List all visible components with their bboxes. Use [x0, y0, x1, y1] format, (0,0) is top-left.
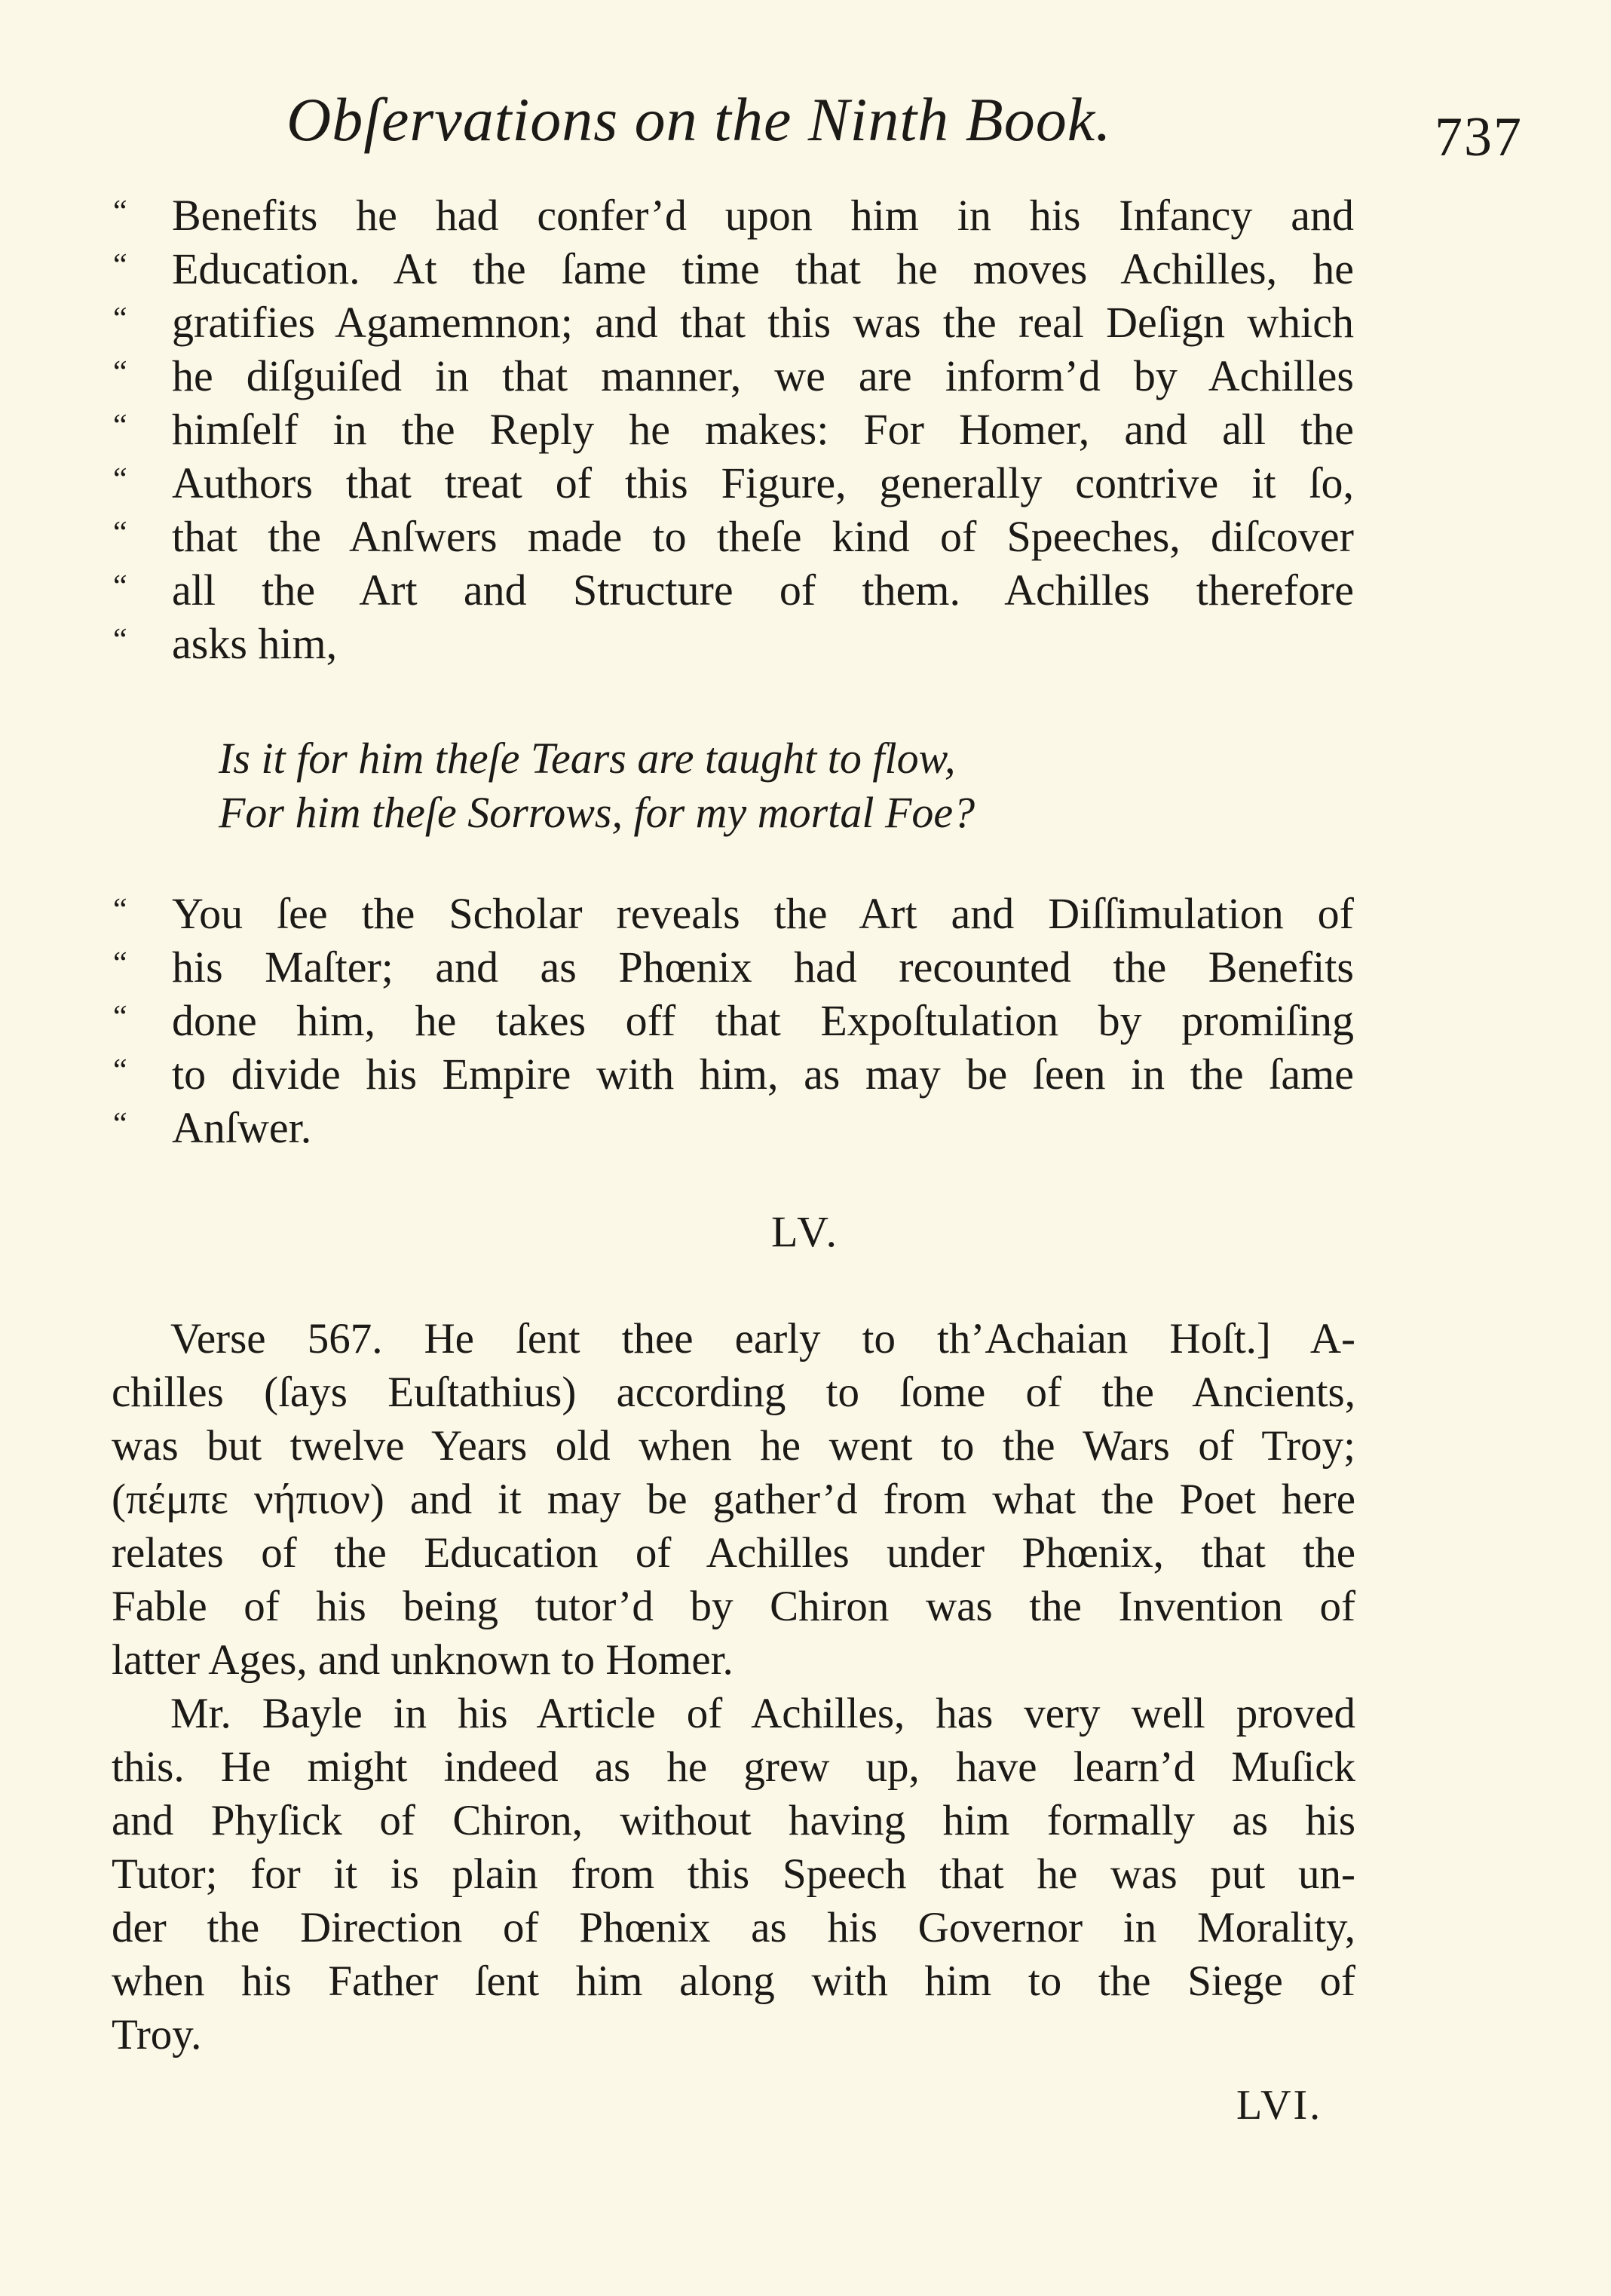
text-line: “ asks him, — [113, 617, 1357, 670]
text-line: “ all the Art and Structure of them. Achilles therefore — [113, 563, 1357, 617]
quote-mark: “ — [113, 462, 127, 497]
quote-mark: “ — [113, 893, 127, 927]
text-line: “ that the Anſwers made to theſe kind of Speeches, diſcover — [113, 510, 1357, 563]
commentary-note — [112, 1312, 1355, 2061]
verse-line: For him theſe Sorrows, for my mortal Foe? — [219, 788, 975, 837]
text-line: and Phyſick of Chiron, without having him formally as his — [112, 1797, 1355, 1844]
quote-mark: “ — [113, 355, 127, 390]
text-line: “ he diſguiſed in that manner, we are inform’d by Achilles — [113, 349, 1357, 403]
text-line: (πέμπε νήπιον) and it may be gather’d from what the Poet here — [112, 1476, 1355, 1523]
text-line: “ Authors that treat of this Figure, generally contrive it ſo, — [113, 456, 1357, 510]
running-title: Obſervations on the Ninth Book. — [286, 85, 1112, 154]
text-line: “ You ſee the Scholar reveals the Art and Diſſimulation of — [113, 887, 1357, 940]
quote-mark: “ — [113, 623, 127, 658]
quote-mark: “ — [113, 946, 127, 981]
text-line: “ his Maſter; and as Phœnix had recounted the Benefits — [113, 940, 1357, 994]
section-heading-lv: LV. — [770, 1207, 840, 1256]
quote-passage-2 — [113, 887, 1357, 1154]
text-line: Fable of his being tutor’d by Chiron was the Invention of — [112, 1583, 1355, 1630]
quote-mark: “ — [113, 1000, 127, 1035]
text-line: der the Direction of Phœnix as his Governor in Morality, — [112, 1904, 1355, 1951]
text-line: “ Anſwer. — [113, 1101, 1357, 1154]
verse-quotation — [219, 731, 975, 840]
quote-passage-1 — [113, 189, 1357, 670]
text-line: “ Benefits he had confer’d upon him in his Infancy and — [113, 189, 1357, 242]
quote-mark: “ — [113, 195, 127, 229]
quote-mark: “ — [113, 516, 127, 550]
quote-mark: “ — [113, 1107, 127, 1142]
page-number: 737 — [1435, 106, 1523, 168]
text-line: was but twelve Years old when he went to the Wars of Troy; — [112, 1422, 1355, 1470]
text-line: Mr. Bayle in his Article of Achilles, has very well proved — [170, 1690, 1355, 1737]
text-line: “ Education. At the ſame time that he moves Achilles, he — [113, 242, 1357, 296]
quote-mark: “ — [113, 409, 127, 443]
quote-mark: “ — [113, 1053, 127, 1088]
text-line: this. He might indeed as he grew up, have learn’d Muſick — [112, 1743, 1355, 1791]
verse-line: Is it for him theſe Tears are taught to flow, — [219, 734, 956, 783]
text-line: chilles (ſays Euſtathius) according to ſome of the Ancients, — [112, 1369, 1355, 1416]
text-line: Tutor; for it is plain from this Speech that he was put un- — [112, 1850, 1355, 1898]
text-line: Troy. — [112, 2011, 202, 2058]
catchword: LVI. — [1236, 2082, 1323, 2129]
text-line: “ to divide his Empire with him, as may be ſeen in the ſame — [113, 1047, 1357, 1101]
text-line: relates of the Education of Achilles under Phœnix, that the — [112, 1529, 1355, 1577]
quote-mark: “ — [113, 302, 127, 336]
text-line: Verse 567. He ſent thee early to th’Achaian Hoſt.] A- — [170, 1315, 1355, 1363]
text-line: “ done him, he takes off that Expoſtulation by promiſing — [113, 994, 1357, 1047]
text-line: when his Father ſent him along with him to the Siege of — [112, 1957, 1355, 2005]
text-line: “ himſelf in the Reply he makes: For Homer, and all the — [113, 403, 1357, 456]
quote-mark: “ — [113, 569, 127, 604]
quote-mark: “ — [113, 248, 127, 283]
text-line: “ gratifies Agamemnon; and that this was the real Deſign which — [113, 296, 1357, 349]
text-line: latter Ages, and unknown to Homer. — [112, 1636, 734, 1684]
